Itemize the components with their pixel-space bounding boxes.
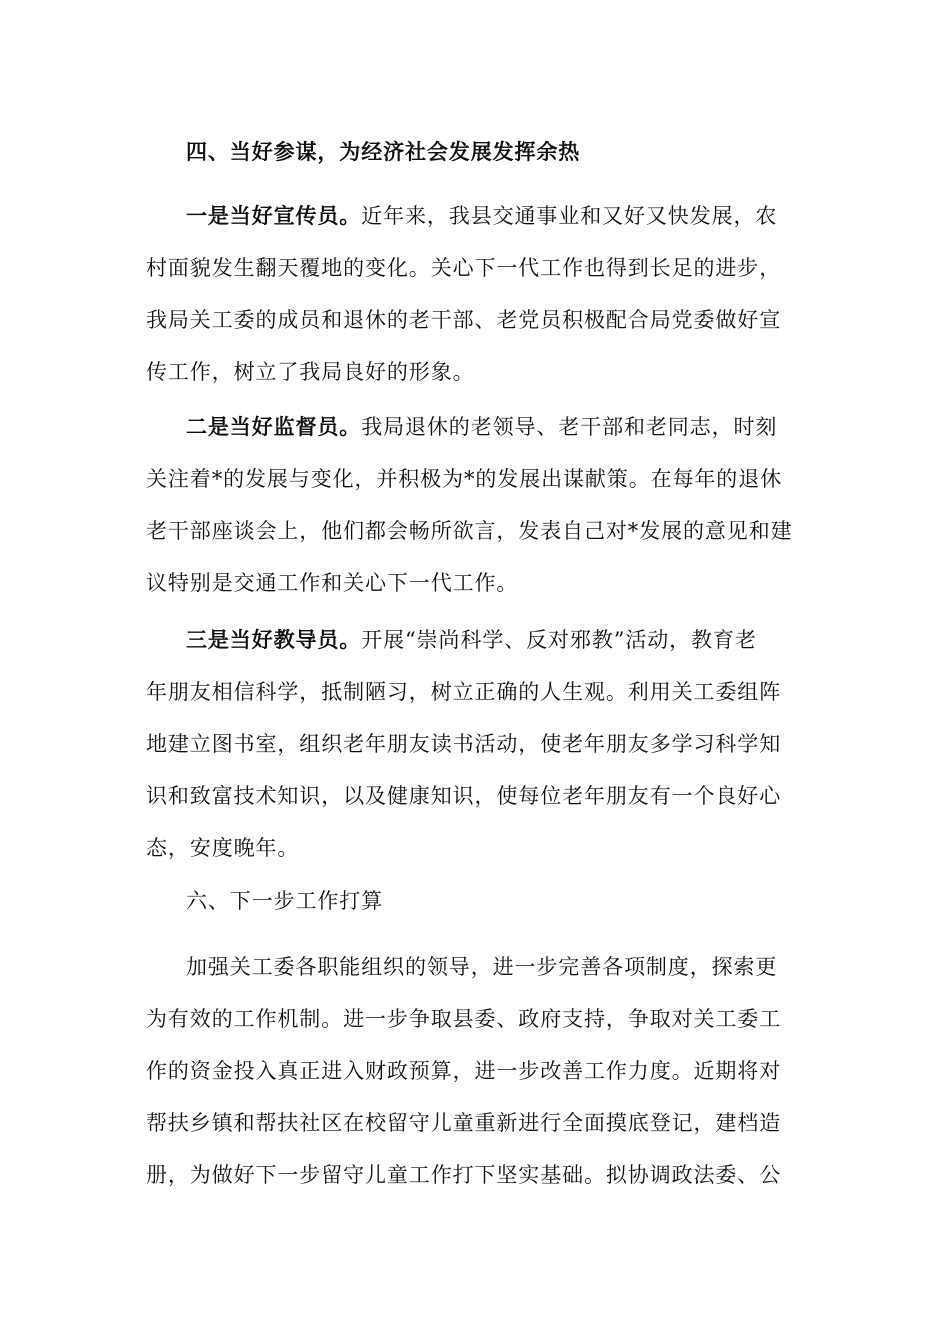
paragraph-line — [146, 190, 816, 242]
paragraph-line: 村面貌发生翻天覆地的变化。关心下一代工作也得到长足的进步， — [146, 256, 782, 280]
paragraph-text: 我局退休的老领导、老干部和老同志，时刻 — [361, 415, 778, 439]
paragraph-line: 为有效的工作机制。进一步争取县委、政府支持，争取对关工委工 — [146, 1007, 782, 1031]
paragraph-line: 态，安度晚年。 — [146, 836, 300, 860]
paragraph-line — [146, 401, 816, 453]
paragraph-line: 作的资金投入真正进入财政预算，进一步改善工作力度。近期将对 — [146, 1059, 782, 1083]
paragraph-lead: 三是当好教导员。 — [186, 627, 362, 652]
paragraph-line: 年朋友相信科学，抵制陋习，树立正确的人生观。利用关工委组阵 — [146, 680, 782, 704]
paragraph-line: 议特别是交通工作和关心下一代工作。 — [146, 571, 519, 595]
paragraph-line: 我局关工委的成员和退休的老干部、老党员积极配合局党委做好宣 — [146, 308, 782, 332]
paragraph-text: 近年来，我县交通事业和又好又快发展，农 — [361, 204, 778, 228]
paragraph-line: 帮扶乡镇和帮扶社区在校留守儿童重新进行全面摸底登记，建档造 — [146, 1111, 782, 1135]
paragraph-publicity — [146, 190, 816, 398]
paragraph-line: 传工作，树立了我局良好的形象。 — [146, 360, 475, 384]
paragraph-text: 开展“崇尚科学、反对邪教”活动，教育老 — [361, 628, 757, 652]
paragraph-line — [146, 614, 816, 666]
section-heading-4: 四、当好参谋，为经济社会发展发挥余热 — [186, 139, 581, 164]
paragraph-line: 加强关工委各职能组织的领导，进一步完善各项制度，探索更 — [186, 955, 778, 979]
paragraph-supervision — [146, 401, 816, 609]
paragraph-line: 地建立图书室，组织老年朋友读书活动，使老年朋友多学习科学知 — [146, 732, 782, 756]
paragraph-line: 老干部座谈会上，他们都会畅所欲言，发表自己对*发展的意见和建 — [146, 519, 793, 543]
paragraph-line: 关注着*的发展与变化，并积极为*的发展出谋献策。在每年的退休 — [146, 467, 782, 491]
paragraph-next-steps — [146, 941, 816, 1201]
paragraph-lead: 一是当好宣传员。 — [186, 203, 362, 228]
section-heading-6: 六、下一步工作打算 — [186, 889, 384, 913]
paragraph-line: 册，为做好下一步留守儿童工作打下坚实基础。拟协调政法委、公 — [146, 1163, 782, 1187]
paragraph-instruction — [146, 614, 816, 874]
paragraph-lead: 二是当好监督员。 — [186, 414, 362, 439]
paragraph-line: 识和致富技术知识，以及健康知识，使每位老年朋友有一个良好心 — [146, 784, 782, 808]
